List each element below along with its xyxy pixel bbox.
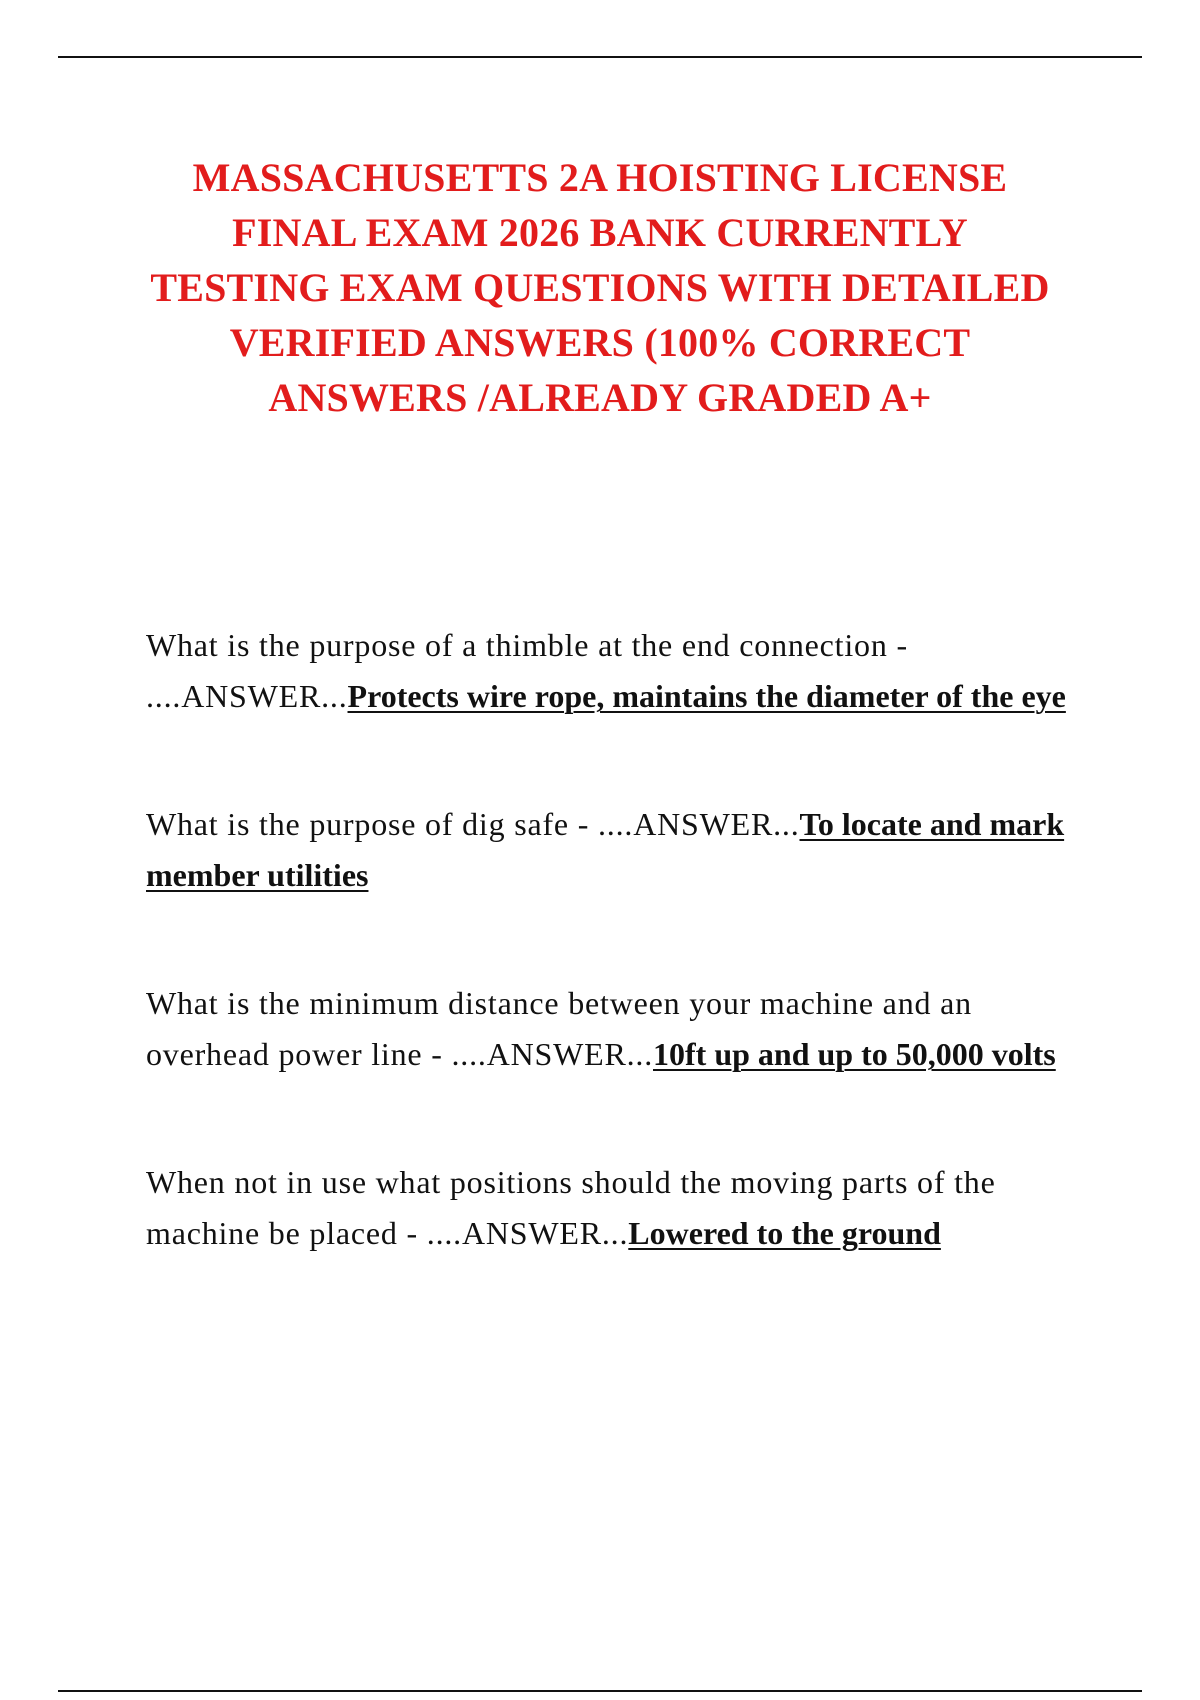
answer-text: To locate and mark member utilities — [146, 806, 1065, 893]
question-text: When not in use what positions should the moving parts of the machine be placed — [146, 1164, 996, 1251]
answer-text: 10ft up and up to 50,000 volts — [653, 1036, 1056, 1072]
question-text: What is the purpose of a thimble at the end connection — [146, 627, 888, 663]
answer-marker: - ....ANSWER... — [431, 1036, 653, 1072]
answer-marker: - ....ANSWER... — [577, 806, 800, 842]
question-text: What is the purpose of dig safe — [146, 806, 569, 842]
qa-item — [146, 1157, 1096, 1259]
qa-item — [146, 799, 1096, 901]
answer-marker: - ....ANSWER... — [406, 1215, 629, 1251]
top-rule — [58, 56, 1142, 58]
document-title: MASSACHUSETTS 2A HOISTING LICENSE FINAL EXAM 2026 BANK CURRENTLY TESTING EXAM QUESTIONS WITH DETAILED VERIFIED ANSWERS (100% CORRECT ANSWERS /ALREADY GRADED A+ — [150, 155, 1050, 420]
question-answer-list — [146, 620, 1096, 1259]
question-text: What is the minimum distance between your machine and an overhead power line — [146, 985, 972, 1072]
qa-item — [146, 620, 1096, 722]
answer-text: Lowered to the ground — [628, 1215, 941, 1251]
bottom-rule — [58, 1690, 1142, 1692]
answer-marker: - ....ANSWER... — [146, 627, 908, 714]
qa-item — [146, 978, 1096, 1080]
answer-text: Protects wire rope, maintains the diameter of the eye — [347, 678, 1066, 714]
